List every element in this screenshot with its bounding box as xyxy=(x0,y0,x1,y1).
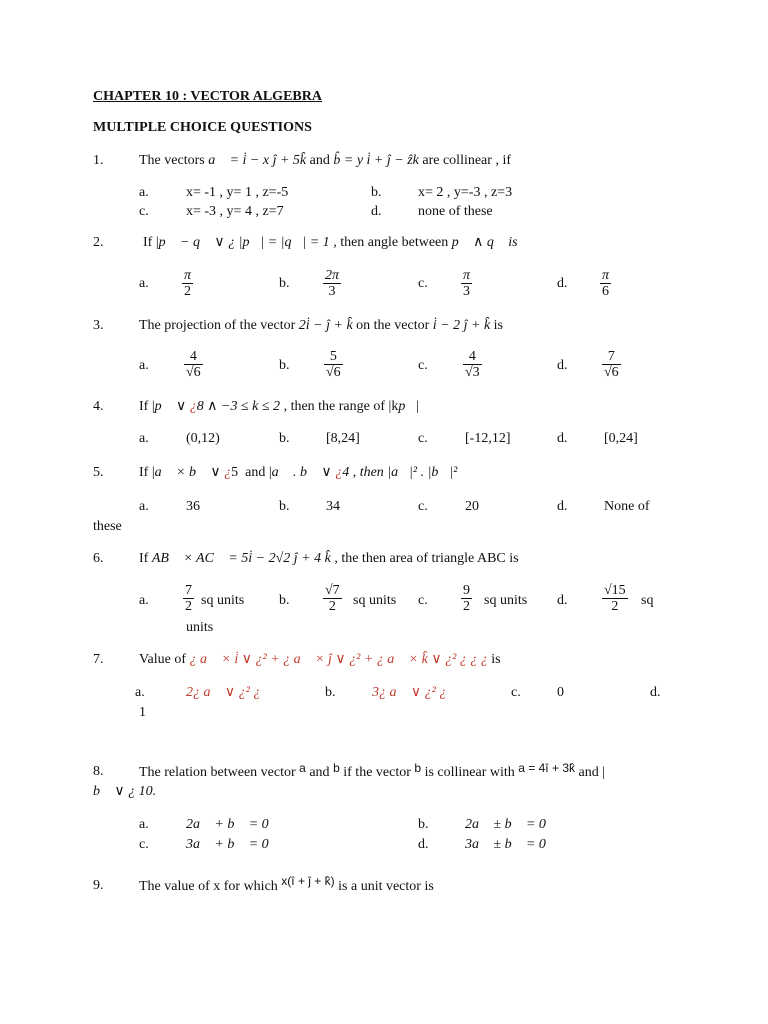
q1-vector-b: b̂ = y i̇ + ĵ − ẑk xyxy=(333,153,419,168)
numerator: 4 xyxy=(468,349,476,364)
q3-option-c-label: c. xyxy=(418,358,428,373)
q7-expression: ¿ a⃗ × i̇ ∨ ¿² + ¿ a⃗ × ĵ ∨ ¿² + ¿ a⃗ × k̂ ∨ ¿² ¿ ¿ ¿ xyxy=(189,652,488,667)
q6-option-b-unit: sq units xyxy=(353,593,397,608)
denominator: √6 xyxy=(604,365,619,380)
q4-option-b-label: b. xyxy=(279,431,290,446)
q8-text-d: is collinear with xyxy=(424,765,515,780)
q3-option-d-label: d. xyxy=(557,358,568,373)
q6-text-a: If xyxy=(139,551,149,566)
numerator: π xyxy=(463,268,471,283)
q7-text-b: is xyxy=(491,652,501,667)
q1-text-a: The vectors xyxy=(139,153,205,168)
q5-expr-e: ¿ xyxy=(335,465,343,480)
q8-stem xyxy=(139,761,606,781)
q5-text-a: If | xyxy=(139,465,155,480)
q8-option-d-label: d. xyxy=(418,837,429,852)
q5-option-c: 20 xyxy=(465,499,479,514)
q5-option-a-label: a. xyxy=(139,499,149,514)
q5-text-b: and | xyxy=(245,465,272,480)
q7-option-c: 0 xyxy=(557,685,564,700)
q1-number: 1. xyxy=(93,153,104,168)
q9-expression: x(î + ĵ + k̂) xyxy=(281,874,335,888)
q5-expr-c: 5 xyxy=(231,465,239,480)
numerator: 2π xyxy=(325,268,340,283)
q3-vector-a: 2i̇ − ĵ + k̂ xyxy=(298,318,353,333)
q4-expr-b: ¿ xyxy=(189,399,197,414)
q6-option-c-fraction xyxy=(461,583,472,614)
q4-stem xyxy=(139,399,419,415)
q1-text-b: and xyxy=(309,153,330,168)
q8-number: 8. xyxy=(93,764,104,779)
q5-stem xyxy=(139,465,457,481)
denominator: 2 xyxy=(323,598,342,614)
q4-option-c: [-12,12] xyxy=(465,431,511,446)
q8-line-2: b⃗ ∨ ¿ 10. xyxy=(93,784,157,799)
q9-number: 9. xyxy=(93,878,104,893)
q8-text-e: and | xyxy=(578,765,606,780)
q4-option-b: [8,24] xyxy=(326,431,360,446)
q5-option-c-label: c. xyxy=(418,499,428,514)
q5-option-d-wrap: these xyxy=(93,519,122,534)
q8-vector-a: a = 4î + 3k̂ xyxy=(518,761,575,775)
q8-option-d: 3a⃗ ± b⃗ = 0⃗ xyxy=(465,837,557,852)
q7-option-a: 2¿ a⃗ ∨ ¿² ¿ xyxy=(186,685,261,700)
q2-option-a-fraction xyxy=(182,268,193,299)
q2-stem xyxy=(143,235,518,251)
q1-option-c-label: c. xyxy=(139,204,149,219)
q2-option-b-fraction xyxy=(323,268,341,299)
denominator: 6 xyxy=(600,283,611,299)
q3-option-c-fraction xyxy=(463,349,482,380)
q2-text-b: , then angle between xyxy=(333,235,449,250)
q6-option-a-unit: sq units xyxy=(201,593,245,608)
q8-text-b: and xyxy=(309,765,330,780)
q6-text-b: , the then area of triangle ABC is xyxy=(334,551,519,566)
q7-option-c-label: c. xyxy=(511,685,521,700)
numerator: 7 xyxy=(607,349,615,364)
q3-option-a-label: a. xyxy=(139,358,149,373)
q1-stem xyxy=(139,153,511,169)
denominator: 2 xyxy=(182,283,193,299)
q7-option-b-label: b. xyxy=(325,685,336,700)
q2-number: 2. xyxy=(93,235,104,250)
q7-option-d-label: d. xyxy=(650,685,661,700)
q8-text-a: The relation between vector xyxy=(139,765,296,780)
denominator: 3 xyxy=(461,283,472,299)
q2-option-c-fraction xyxy=(461,268,472,299)
q5-option-b: 34 xyxy=(326,499,340,514)
section-title: MULTIPLE CHOICE QUESTIONS xyxy=(93,120,312,135)
q7-stem xyxy=(139,652,501,668)
denominator: √3 xyxy=(465,365,480,380)
numerator: 4 xyxy=(189,349,197,364)
q1-option-d-label: d. xyxy=(371,204,382,219)
q1-option-a-label: a. xyxy=(139,185,149,200)
numerator: 9 xyxy=(463,583,470,598)
q5-expr-f: 4 , then |a⃗|² . |b⃗|² xyxy=(342,465,458,480)
q6-option-b-label: b. xyxy=(279,593,290,608)
q6-option-d-wrap: units xyxy=(186,620,214,635)
q4-vector: p⃗ xyxy=(398,399,417,414)
numerator: 7 xyxy=(185,583,192,598)
q2-condition: p⃗ − q⃗ ∨ ¿ |p⃗| = |q⃗| = 1 xyxy=(158,235,330,250)
q1-option-c: x= -3 , y= 4 , z=7 xyxy=(186,204,284,219)
q8-option-b-label: b. xyxy=(418,817,429,832)
q7-number: 7. xyxy=(93,652,104,667)
q2-option-d-label: d. xyxy=(557,276,568,291)
q3-option-d-fraction xyxy=(602,349,621,380)
q4-number: 4. xyxy=(93,399,104,414)
q4-option-a-label: a. xyxy=(139,431,149,446)
q3-option-b-fraction xyxy=(324,349,343,380)
q2-option-d-fraction xyxy=(600,268,611,299)
q2-option-b-label: b. xyxy=(279,276,290,291)
q6-number: 6. xyxy=(93,551,104,566)
q5-option-d-label: d. xyxy=(557,499,568,514)
q5-number: 5. xyxy=(93,465,104,480)
numerator: √15 xyxy=(604,583,626,598)
q3-number: 3. xyxy=(93,318,104,333)
q6-option-d-label: d. xyxy=(557,593,568,608)
q4-option-a: (0,12) xyxy=(186,431,220,446)
q6-option-c-label: c. xyxy=(418,593,428,608)
q6-option-a-label: a. xyxy=(139,593,149,608)
q9-stem xyxy=(139,874,434,895)
q7-option-d: 1 xyxy=(139,705,146,720)
denominator: 2 xyxy=(463,599,470,614)
q7-option-a-label: a. xyxy=(135,685,145,700)
numerator: √7 xyxy=(325,583,340,598)
q6-stem xyxy=(139,551,519,567)
q8-option-c: 3a⃗ + b⃗ = 0⃗ xyxy=(186,837,280,852)
q8-text-c: if the vector xyxy=(343,765,411,780)
q1-option-b: x= 2 , y=-3 , z=3 xyxy=(418,185,513,200)
q6-option-d-fraction xyxy=(602,583,628,614)
denominator: √6 xyxy=(186,365,201,380)
q5-expr-b: ¿ xyxy=(224,465,232,480)
q3-option-a-fraction xyxy=(184,349,203,380)
denominator: 2 xyxy=(602,598,628,614)
q8-option-a: 2a⃗ + b⃗ = 0⃗ xyxy=(186,817,280,832)
q5-option-d: None of xyxy=(604,499,650,514)
numerator: π xyxy=(184,268,192,283)
denominator: √6 xyxy=(326,365,341,380)
q1-vector-a: a⃗ = i̇ − x ĵ + 5k̂ xyxy=(208,153,307,168)
q6-option-a-fraction xyxy=(183,583,194,614)
q3-stem xyxy=(139,318,503,334)
q1-option-d: none of these xyxy=(418,204,493,219)
q6-option-b-fraction xyxy=(323,583,342,614)
q5-option-a: 36 xyxy=(186,499,200,514)
q6-option-d-unit: sq xyxy=(641,593,654,608)
q3-text-b: on the vector xyxy=(356,318,430,333)
q1-option-b-label: b. xyxy=(371,185,382,200)
q6-cross-product: AB⃗ × AC⃗ = 5i̇ − 2√2 ĵ + 4 k̂ xyxy=(151,551,331,566)
q3-vector-b: i̇ − 2 ĵ + k̂ xyxy=(432,318,491,333)
q3-text-a: The projection of the vector xyxy=(139,318,296,333)
q2-vectors: p⃗ ∧ q⃗ is xyxy=(451,235,518,250)
q5-expr-d: a⃗ . b⃗ ∨ xyxy=(271,465,332,480)
q5-expr-a: a⃗ × b⃗ ∨ xyxy=(154,465,221,480)
numerator: 5 xyxy=(329,349,337,364)
q8-option-c-label: c. xyxy=(139,837,149,852)
q8-option-a-label: a. xyxy=(139,817,149,832)
q5-option-b-label: b. xyxy=(279,499,290,514)
q1-text-c: are collinear , if xyxy=(422,153,511,168)
q9-text-b: is a unit vector is xyxy=(338,879,434,894)
q8-option-b: 2a⃗ ± b⃗ = 0⃗ xyxy=(465,817,557,832)
q6-option-c-unit: sq units xyxy=(484,593,528,608)
q2-text-a: If | xyxy=(143,235,159,250)
q4-text-a: If | xyxy=(139,399,155,414)
q7-text-a: Value of xyxy=(139,652,187,667)
numerator: π xyxy=(602,268,610,283)
q8-symbol-c: b xyxy=(414,761,422,775)
q2-option-c-label: c. xyxy=(418,276,428,291)
q4-option-c-label: c. xyxy=(418,431,428,446)
q8-symbol-b: b xyxy=(333,761,340,775)
q9-text-a: The value of x for which xyxy=(139,879,278,894)
q4-option-d-label: d. xyxy=(557,431,568,446)
q4-text-b: , then the range of |k xyxy=(283,399,399,414)
q3-text-c: is xyxy=(493,318,503,333)
chapter-title: CHAPTER 10 : VECTOR ALGEBRA xyxy=(93,89,322,104)
q1-option-a: x= -1 , y= 1 , z=-5 xyxy=(186,185,289,200)
q8-symbol-a: a xyxy=(299,761,306,775)
q4-option-d: [0,24] xyxy=(604,431,638,446)
q3-option-b-label: b. xyxy=(279,358,290,373)
q4-text-c: | xyxy=(416,399,420,414)
q7-option-b: 3¿ a⃗ ∨ ¿² ¿ xyxy=(372,685,447,700)
q2-option-a-label: a. xyxy=(139,276,149,291)
denominator: 3 xyxy=(323,283,341,299)
q4-expr-a: p⃗ ∨ xyxy=(154,399,187,414)
denominator: 2 xyxy=(185,599,192,614)
q4-expr-c: 8 ∧ −3 ≤ k ≤ 2 xyxy=(196,399,281,414)
